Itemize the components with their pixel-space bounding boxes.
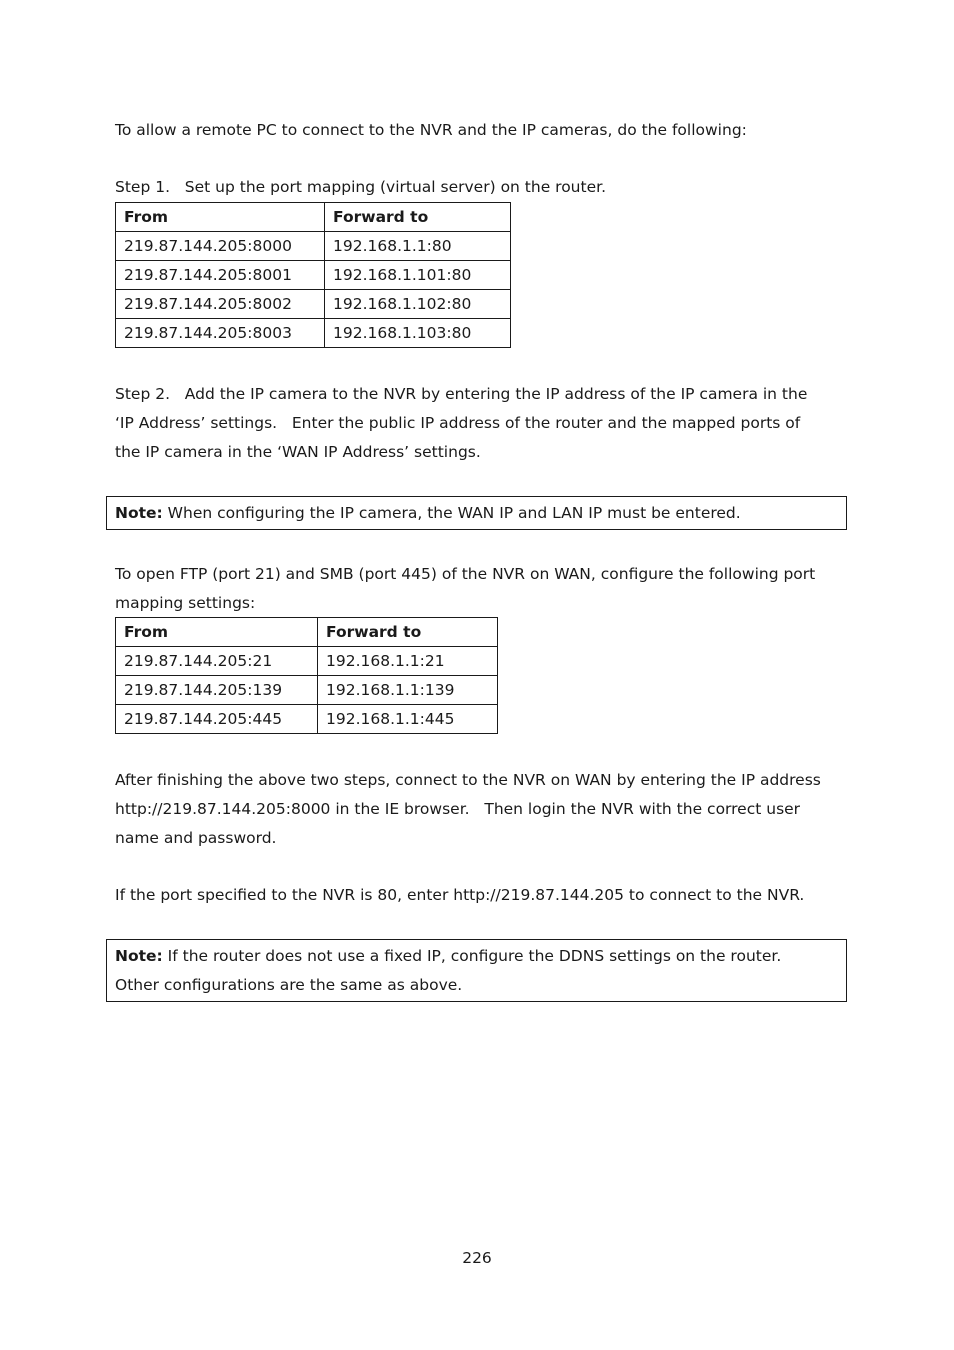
cell-from: 219.87.144.205:445	[116, 705, 318, 734]
ftp-smb-line: mapping settings:	[115, 594, 256, 612]
intro-paragraph: To allow a remote PC to connect to the NVR and the IP cameras, do the following:	[115, 121, 747, 139]
step2-line: the IP camera in the ‘WAN IP Address’ settings.	[115, 443, 481, 461]
after-steps-line: http://219.87.144.205:8000 in the IE browser. Then login the NVR with the correct user	[115, 800, 801, 818]
step1-paragraph: Step 1. Set up the port mapping (virtual server) on the router.	[115, 178, 606, 196]
step2-line: ‘IP Address’ settings. Enter the public IP address of the router and the mapped ports of	[115, 414, 801, 432]
note-line: Other configurations are the same as above.	[115, 976, 463, 994]
cell-forward-to: 192.168.1.1:21	[318, 647, 498, 676]
ftp-smb-paragraph	[115, 560, 845, 618]
after-steps-line: After finishing the above two steps, connect to the NVR on WAN by entering the IP address	[115, 771, 821, 789]
note-text: If the router does not use a fixed IP, configure the DDNS settings on the router.	[162, 947, 782, 965]
cell-from: 219.87.144.205:21	[116, 647, 318, 676]
note-line	[115, 942, 838, 971]
port-mapping-table-ftp-smb	[115, 617, 498, 734]
cell-from: 219.87.144.205:8001	[116, 261, 325, 290]
cell-from: 219.87.144.205:8002	[116, 290, 325, 319]
cell-forward-to: 192.168.1.102:80	[325, 290, 511, 319]
table-header-row	[116, 618, 498, 647]
header-forward-to: Forward to	[318, 618, 498, 647]
cell-from: 219.87.144.205:8000	[116, 232, 325, 261]
after-steps-paragraph	[115, 766, 845, 853]
table-row	[116, 676, 498, 705]
ftp-smb-line: To open FTP (port 21) and SMB (port 445) of the NVR on WAN, configure the following port	[115, 565, 816, 583]
table-row	[116, 261, 511, 290]
header-from: From	[116, 203, 325, 232]
note-label: Note:	[115, 504, 163, 522]
note-box-ddns	[106, 939, 847, 1002]
note-text: When configuring the IP camera, the WAN IP and LAN IP must be entered.	[162, 504, 741, 522]
cell-from: 219.87.144.205:8003	[116, 319, 325, 348]
cell-forward-to: 192.168.1.103:80	[325, 319, 511, 348]
cell-forward-to: 192.168.1.1:80	[325, 232, 511, 261]
note-label: Note:	[115, 947, 163, 965]
cell-forward-to: 192.168.1.1:139	[318, 676, 498, 705]
after-steps-line: name and password.	[115, 829, 277, 847]
table-row	[116, 290, 511, 319]
table-row	[116, 705, 498, 734]
step2-line: Step 2. Add the IP camera to the NVR by entering the IP address of the IP camera in the	[115, 385, 808, 403]
header-forward-to: Forward to	[325, 203, 511, 232]
port80-paragraph: If the port specified to the NVR is 80, enter http://219.87.144.205 to connect to the NVR.	[115, 886, 805, 904]
port-mapping-table-cameras	[115, 202, 511, 348]
note-box-wan-lan	[106, 496, 847, 530]
step2-paragraph	[115, 380, 845, 467]
cell-forward-to: 192.168.1.101:80	[325, 261, 511, 290]
cell-forward-to: 192.168.1.1:445	[318, 705, 498, 734]
table-header-row	[116, 203, 511, 232]
table-row	[116, 319, 511, 348]
cell-from: 219.87.144.205:139	[116, 676, 318, 705]
header-from: From	[116, 618, 318, 647]
table-row	[116, 232, 511, 261]
page-number: 226	[462, 1249, 492, 1267]
table-row	[116, 647, 498, 676]
